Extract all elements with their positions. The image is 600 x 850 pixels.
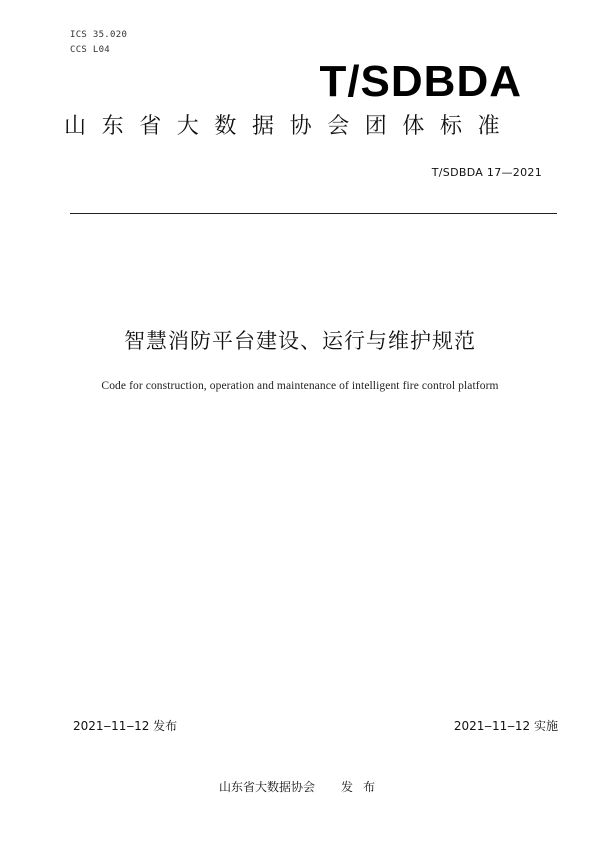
document-title-english: Code for construction, operation and maintenance of intelligent fire control platform xyxy=(101,380,499,392)
standard-brand-logo: T/SDBDA xyxy=(319,57,522,106)
publisher-line xyxy=(219,778,385,795)
implementation-date: 2021‒11‒12 实施 xyxy=(453,719,558,733)
header-divider xyxy=(70,213,557,214)
ccs-code: CCS L04 xyxy=(70,45,111,55)
standard-number: T/SDBDA 17—2021 xyxy=(431,166,542,179)
organization-standard-heading: 山东省大数据协会团体标准 xyxy=(64,114,516,139)
document-title-chinese: 智慧消防平台建设、运行与维护规范 xyxy=(124,329,476,353)
ics-code: ICS 35.020 xyxy=(70,30,128,40)
publisher-name: 山东省大数据协会 xyxy=(219,780,316,794)
issue-date: 2021‒11‒12 发布 xyxy=(73,719,178,733)
publisher-action: 发布 xyxy=(341,780,386,794)
